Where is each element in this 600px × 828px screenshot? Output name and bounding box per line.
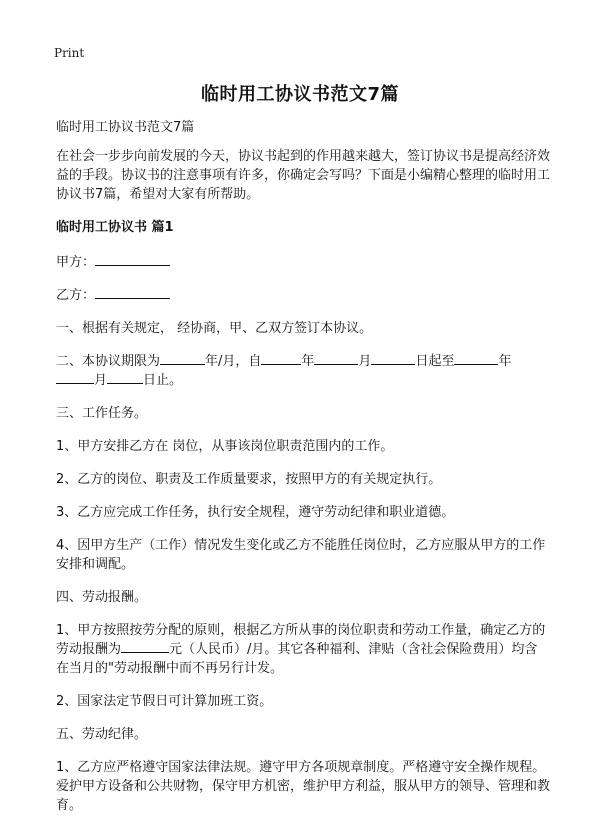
document-body — [56, 118, 550, 826]
task-2: 2、乙方的岗位、职责及工作质量要求，按照甲方的有关规定执行。 — [56, 472, 442, 487]
page-title: 临时用工协议书范文7篇 — [200, 84, 400, 105]
party-a-line — [56, 253, 550, 272]
end-day-blank — [107, 371, 143, 384]
clause-2-unit: 日起至 — [415, 354, 455, 369]
clause-3-heading: 三、工作任务。 — [56, 406, 148, 421]
party-b-blank — [95, 286, 170, 299]
document-subtitle: 临时用工协议书范文7篇 — [56, 120, 195, 135]
pay-1-prefix: 1、甲方按照按劳分配的原则，根据乙方所从事的岗位职责和劳动工作量，确定乙方的劳动报酬为 — [56, 623, 546, 657]
clause-2-unit: 年 — [301, 354, 315, 369]
clause-1: 一、根据有关规定， 经协商，甲、乙双方签订本协议。 — [56, 321, 373, 336]
end-year-blank — [454, 352, 498, 365]
party-a-label: 甲方： — [56, 255, 96, 270]
discipline-1: 1、乙方应严格遵守国家法律法规。遵守甲方各项规章制度。严格遵守安全操作规程。爱护甲方设备和公共财物，保守甲方机密，维护甲方利益，服从甲方的领导、管理和教育。 — [56, 760, 551, 813]
clause-2-unit: 月 — [94, 373, 108, 388]
intro-paragraph: 在社会一步步向前发展的今天，协议书起到的作用越来越大，签订协议书是提高经济效益的手段。协议书的注意事项有许多，你确定会写吗？下面是小编精心整理的临时用工协议书7篇，希望对大家有所帮助。 — [56, 149, 551, 202]
print-label: Print — [54, 46, 85, 60]
task-1: 1、甲方安排乙方在 岗位，从事该岗位职责范围内的工作。 — [56, 439, 394, 454]
clause-2-unit: 月 — [358, 354, 372, 369]
party-a-blank — [95, 253, 170, 266]
clause-2-prefix: 二、本协议期限为 — [56, 354, 161, 369]
task-4: 4、因甲方生产（工作）情况发生变化或乙方不能胜任岗位时，乙方应服从甲方的工作安排和调配。 — [56, 538, 546, 572]
end-month-blank — [56, 371, 94, 384]
clause-2-unit: 年 — [498, 354, 512, 369]
party-b-line — [56, 286, 550, 305]
pay-1-suffix: 元（人民币）/月。其它各种福利、津贴（含社会保险费用）均含在当月的"劳动报酬中而不再另行计发。 — [56, 642, 538, 676]
section-heading: 临时用工协议书 篇1 — [56, 220, 174, 235]
clause-2-unit: 年/月，自 — [205, 354, 262, 369]
start-year-blank — [261, 352, 301, 365]
clause-5-heading: 五、劳动纪律。 — [56, 727, 148, 742]
salary-blank — [121, 640, 169, 653]
clause-4-heading: 四、劳动报酬。 — [56, 590, 148, 605]
party-b-label: 乙方： — [56, 288, 96, 303]
start-month-blank — [314, 352, 358, 365]
term-blank — [160, 352, 205, 365]
task-3: 3、乙方应完成工作任务，执行安全规程，遵守劳动纪律和职业道德。 — [56, 505, 455, 520]
pay-1 — [56, 621, 550, 678]
clause-2 — [56, 352, 550, 390]
pay-2: 2、国家法定节假日可计算加班工资。 — [56, 694, 273, 709]
clause-2-unit: 日止。 — [143, 373, 183, 388]
start-day-blank — [371, 352, 415, 365]
